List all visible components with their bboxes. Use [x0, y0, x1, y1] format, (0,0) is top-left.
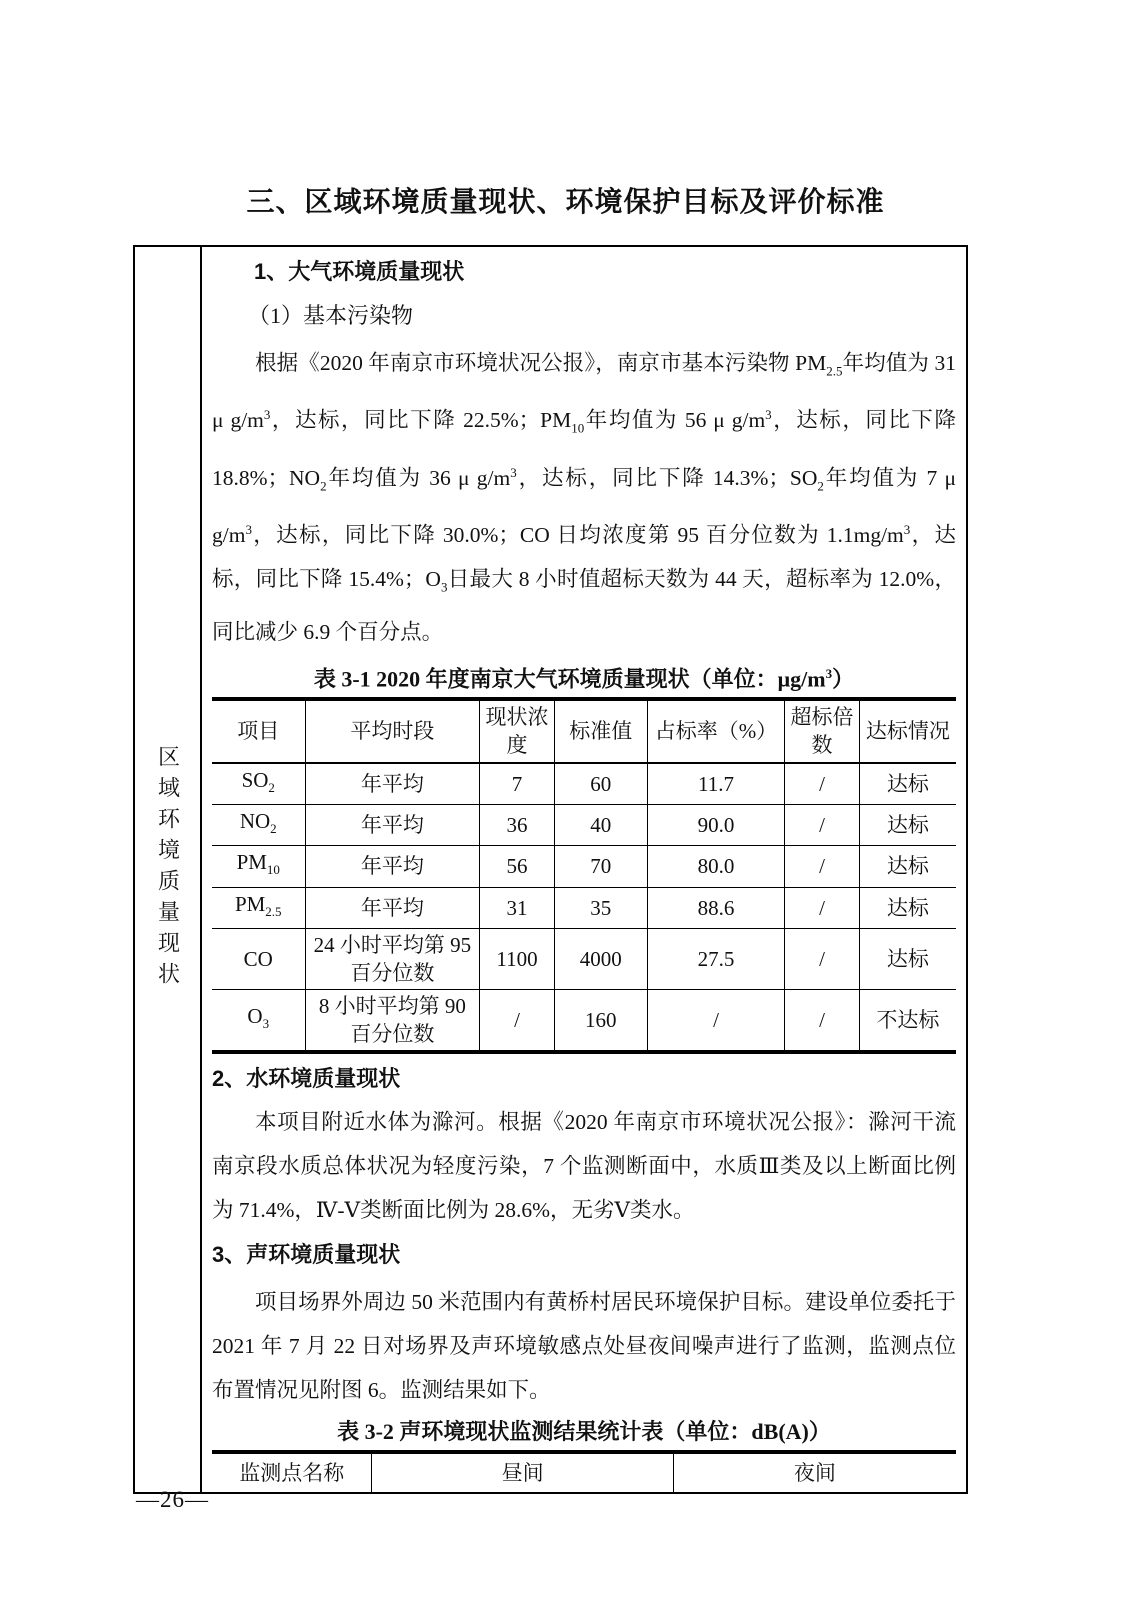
air-section-heading: 1、大气环境质量现状 [254, 259, 465, 284]
table-3-1-caption: 表 3-1 2020 年度南京大气环境质量现状（单位：$\mu g/m^3$） [313, 665, 855, 691]
air-subheading: （1）基本污染物 [248, 303, 414, 328]
table-cell: 年平均 [305, 763, 480, 805]
table-cell: CO [212, 928, 305, 989]
table-cell: 不达标 [859, 989, 956, 1052]
table-cell: / [785, 928, 859, 989]
table-cell: 年平均 [305, 887, 480, 928]
col-header-standard-rate: 占标率（%） [647, 699, 785, 763]
table-cell: 90.0 [647, 805, 785, 846]
content-cell [202, 247, 966, 1492]
table-3-2 [212, 1450, 956, 1492]
col-header-item: 项目 [212, 699, 305, 763]
col-header-daytime: 昼间 [372, 1452, 673, 1492]
table-row [212, 846, 956, 887]
table-cell: $PM_{2.5}$ [212, 887, 305, 928]
table-cell: 8 小时平均第 90 百分位数 [305, 989, 480, 1052]
col-header-monitor-point: 监测点名称 [212, 1452, 372, 1492]
table-cell: 11.7 [647, 763, 785, 805]
water-section-heading: 2、水环境质量现状 [212, 1065, 401, 1091]
table-cell: / [785, 763, 859, 805]
row-header-label: 区域环境质量现状 [155, 745, 181, 994]
water-paragraph: 本项目附近水体为滁河。根据《2020 年南京市环境状况公报》：滁河干流南京段水质总体状况为轻度污染，7 个监测断面中，水质Ⅲ类及以上断面比例为 71.4%，Ⅳ-Ⅴ类断面比例为 28.6%，无劣Ⅴ类水。 [212, 1109, 956, 1222]
table-cell: 年平均 [305, 846, 480, 887]
table-cell: 70 [554, 846, 647, 887]
table-cell: 27.5 [647, 928, 785, 989]
noise-paragraph: 项目场界外周边 50 米范围内有黄桥村居民环境保护目标。建设单位委托于 2021 年 7 月 22 日对场界及声环境敏感点处昼夜间噪声进行了监测，监测点位布置情况见附图 6。监测结果如下。 [212, 1289, 956, 1402]
table-cell: $SO_2$ [212, 763, 305, 805]
table-cell: / [647, 989, 785, 1052]
table-cell: 60 [554, 763, 647, 805]
table-cell: 36 [480, 805, 554, 846]
table-cell: 7 [480, 763, 554, 805]
table-cell: / [785, 846, 859, 887]
col-header-nighttime: 夜间 [673, 1452, 956, 1492]
table-cell: 24 小时平均第 95 百分位数 [305, 928, 480, 989]
air-paragraph: 根据《2020 年南京市环境状况公报》，南京市基本污染物 $PM_{2.5}$年均值为 31 μ $g/m^3$，达标，同比下降 22.5%；$PM_{10}$年均值为 56 μ $g/m^3$，达标，同比下降 18.8%；$NO_2$年均值为 36 μ $g/m^3$，达标，同比下降 14.3%；$SO_2$年均值为 7 μ $g/m^3$，达标，同比下降 30.0%；CO 日均浓度第 95 百分位数为 $1.1mg/m^3$，达标，同比下降 15.4%；$O_3$日最大 8 小时值超标天数为 44 天，超标率为 12.0%，同比减少 6.9 个百分点。 [212, 351, 956, 644]
col-header-current-concentration: 现状浓度 [480, 699, 554, 763]
table-cell: 达标 [859, 887, 956, 928]
table-row [212, 887, 956, 928]
table-cell: 160 [554, 989, 647, 1052]
table-header-row [212, 699, 956, 763]
col-header-exceed-multiple: 超标倍数 [785, 699, 859, 763]
table-cell: 达标 [859, 846, 956, 887]
col-header-attainment: 达标情况 [859, 699, 956, 763]
table-cell: 35 [554, 887, 647, 928]
col-header-standard-value: 标准值 [554, 699, 647, 763]
table-row [212, 805, 956, 846]
main-table-box [133, 245, 968, 1494]
table-header-row [212, 1452, 956, 1492]
row-header-column [135, 247, 202, 1492]
table-cell: 56 [480, 846, 554, 887]
table-cell: 达标 [859, 763, 956, 805]
noise-section-heading: 3、声环境质量现状 [212, 1241, 401, 1267]
table-cell: 88.6 [647, 887, 785, 928]
table-3-2-caption: 表 3-2 声环境现状监测结果统计表（单位：dB(A)） [337, 1418, 831, 1444]
table-cell: $O_3$ [212, 989, 305, 1052]
table-cell: / [785, 805, 859, 846]
table-cell: / [785, 989, 859, 1052]
table-cell: $NO_2$ [212, 805, 305, 846]
table-cell: 达标 [859, 928, 956, 989]
table-row [212, 928, 956, 989]
page-number: —26— [136, 1487, 209, 1512]
table-cell: 80.0 [647, 846, 785, 887]
table-cell: 1100 [480, 928, 554, 989]
table-cell: 31 [480, 887, 554, 928]
table-cell: 达标 [859, 805, 956, 846]
table-row [212, 989, 956, 1052]
table-cell: 4000 [554, 928, 647, 989]
table-3-1 [212, 697, 956, 1054]
table-cell: 年平均 [305, 805, 480, 846]
col-header-avg-period: 平均时段 [305, 699, 480, 763]
table-cell: 40 [554, 805, 647, 846]
table-cell: / [785, 887, 859, 928]
table-cell: $PM_{10}$ [212, 846, 305, 887]
table-row [212, 763, 956, 805]
table-cell: / [480, 989, 554, 1052]
page-title: 三、区域环境质量现状、环境保护目标及评价标准 [246, 186, 885, 217]
